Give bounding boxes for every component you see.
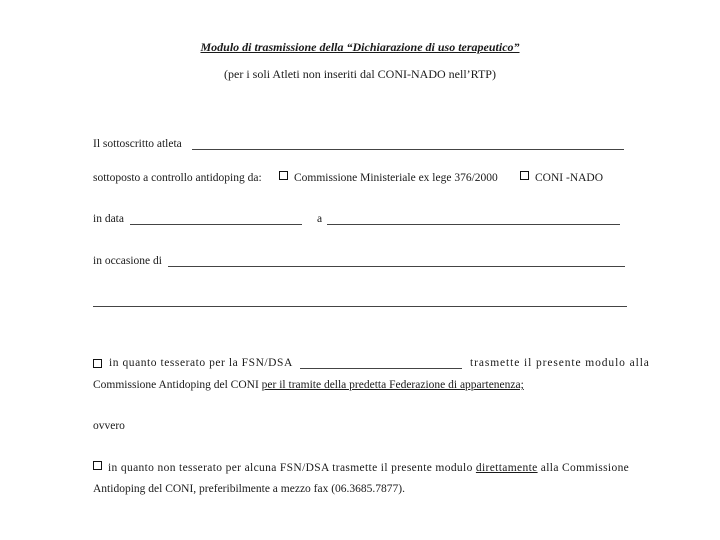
paragraph1-line2-plain: Commissione Antidoping del CONI [93, 379, 262, 391]
place-field[interactable] [327, 224, 620, 225]
place-label: a [317, 213, 323, 225]
atleta-name-field[interactable] [192, 149, 624, 150]
occasione-field[interactable] [168, 266, 625, 267]
paragraph2-line1-underlined: direttamente [475, 462, 538, 474]
checkbox-tesserato[interactable] [93, 359, 102, 368]
paragraph2-line1-end: alla Commissione [537, 462, 630, 474]
checkbox-non-tesserato[interactable] [93, 461, 102, 470]
date-field[interactable] [130, 224, 302, 225]
checkbox-icon[interactable] [520, 171, 529, 180]
paragraph1-part1: in quanto tesserato per la FSN/DSA [109, 357, 293, 369]
atleta-label: Il sottoscritto atleta [93, 138, 182, 150]
data-label: in data [93, 213, 124, 225]
paragraph1-part2: trasmette il presente modulo alla [470, 357, 650, 369]
option-coni-nado-label: CONI -NADO [535, 172, 604, 184]
occasione-field-line2[interactable] [93, 306, 627, 307]
paragraph2-line2: Antidoping del CONI, preferibilmente a mezzo fax (06.3685.7877). [93, 483, 406, 495]
controllo-label: sottoposto a controllo antidoping da: [93, 172, 262, 184]
option-commissione-label: Commissione Ministeriale ex lege 376/2000 [294, 172, 498, 184]
checkbox-icon[interactable] [279, 171, 288, 180]
occasione-label: in occasione di [93, 255, 162, 267]
paragraph1-line2 [93, 378, 524, 392]
paragraph2-line1-plain: in quanto non tesserato per alcuna FSN/DSA trasmette il presente modulo [108, 462, 476, 474]
option-commissione[interactable] [279, 171, 498, 185]
paragraph2-line1 [93, 461, 629, 475]
document-subtitle: (per i soli Atleti non inseriti dal CONI-NADO nell’RTP) [224, 67, 496, 81]
ovvero-text: ovvero [93, 420, 125, 432]
document-title: Modulo di trasmissione della “Dichiarazione di uso terapeutico” [200, 40, 520, 54]
fsn-dsa-field[interactable] [300, 368, 462, 369]
paragraph1-line2-underlined: per il tramite della predetta Federazione di appartenenza; [261, 379, 524, 391]
option-coni-nado[interactable] [520, 171, 603, 185]
